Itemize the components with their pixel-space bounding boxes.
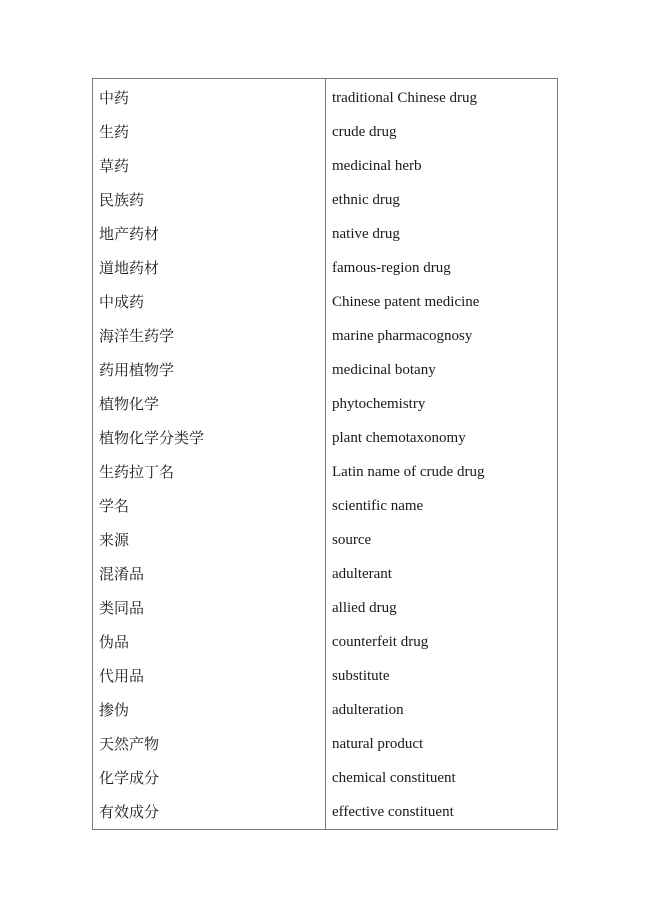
english-term: Latin name of crude drug xyxy=(332,464,485,480)
english-term: medicinal botany xyxy=(332,362,436,378)
english-term: medicinal herb xyxy=(332,158,422,174)
english-term: adulteration xyxy=(332,702,404,718)
chinese-term: 有效成分 xyxy=(99,803,160,821)
chinese-term: 道地药材 xyxy=(99,259,160,277)
chinese-term: 天然产物 xyxy=(99,735,160,753)
english-term: natural product xyxy=(332,736,424,752)
chinese-term: 学名 xyxy=(99,497,130,515)
chinese-term-column xyxy=(93,79,326,829)
chinese-term: 伪品 xyxy=(99,633,130,651)
english-term: native drug xyxy=(332,226,400,242)
english-term: phytochemistry xyxy=(332,396,426,412)
chinese-term: 地产药材 xyxy=(99,225,160,243)
chinese-term: 海洋生药学 xyxy=(99,327,175,345)
chinese-term: 民族药 xyxy=(99,191,145,209)
glossary-table xyxy=(92,78,558,830)
chinese-term: 生药 xyxy=(99,123,130,141)
english-term: effective constituent xyxy=(332,804,454,820)
english-term-column xyxy=(326,79,557,829)
english-term: ethnic drug xyxy=(332,192,400,208)
chinese-term: 混淆品 xyxy=(99,565,145,583)
english-term: substitute xyxy=(332,668,390,684)
chinese-term: 药用植物学 xyxy=(99,361,175,379)
chinese-term: 植物化学 xyxy=(99,395,160,413)
chinese-term: 植物化学分类学 xyxy=(99,429,205,447)
english-term: traditional Chinese drug xyxy=(332,90,477,106)
english-term: allied drug xyxy=(332,600,397,616)
chinese-term: 化学成分 xyxy=(99,769,160,787)
english-term: plant chemotaxonomy xyxy=(332,430,466,446)
english-term: adulterant xyxy=(332,566,392,582)
english-term: counterfeit drug xyxy=(332,634,429,650)
english-term: famous-region drug xyxy=(332,260,451,276)
chinese-term: 类同品 xyxy=(99,599,145,617)
english-term: Chinese patent medicine xyxy=(332,294,480,310)
chinese-term: 掺伪 xyxy=(99,701,130,719)
chinese-term: 生药拉丁名 xyxy=(99,463,175,481)
chinese-term: 代用品 xyxy=(99,667,145,685)
english-term: crude drug xyxy=(332,124,397,140)
chinese-term: 中成药 xyxy=(99,293,145,311)
chinese-term: 草药 xyxy=(99,157,130,175)
chinese-term: 来源 xyxy=(99,531,130,549)
chinese-term: 中药 xyxy=(99,89,130,107)
english-term: scientific name xyxy=(332,498,424,514)
english-term: source xyxy=(332,532,372,548)
english-term: marine pharmacognosy xyxy=(332,328,473,344)
english-term: chemical constituent xyxy=(332,770,456,786)
